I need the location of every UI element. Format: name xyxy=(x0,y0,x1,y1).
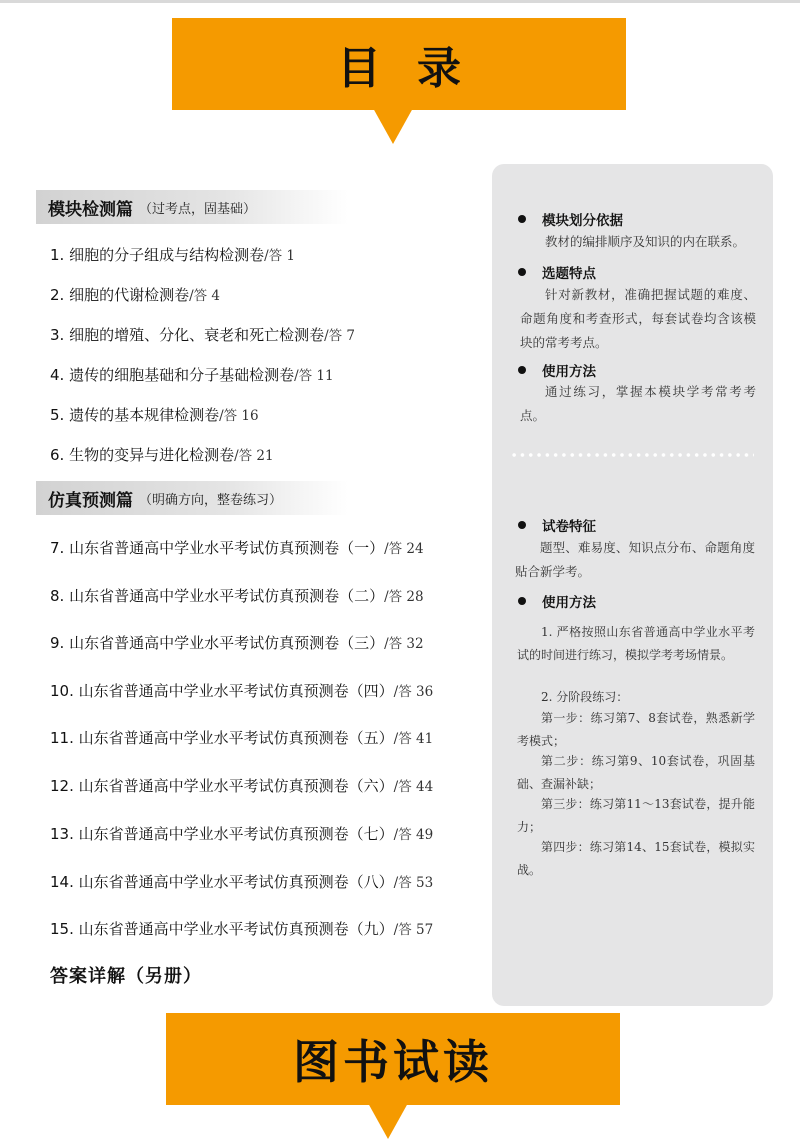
toc-item-label: 15. 山东省普通高中学业水平考试仿真预测卷（九） xyxy=(50,920,394,938)
panel-text-usage-2: 2. 分阶段练习： xyxy=(541,690,629,704)
panel-heading-label: 试卷特征 xyxy=(542,519,596,535)
toc-item-label: 1. 细胞的分子组成与结构检测卷 xyxy=(50,246,265,264)
toc-item-page: /答 28 xyxy=(384,589,424,605)
toc-item-label: 8. 山东省普通高中学业水平考试仿真预测卷（二） xyxy=(50,587,385,605)
toc-item-page: /答 49 xyxy=(393,827,434,843)
preview-banner xyxy=(166,1013,620,1105)
contents-title: 目录 xyxy=(337,43,497,94)
toc-item-8[interactable] xyxy=(50,585,424,606)
toc-item-page: /答 16 xyxy=(219,408,259,424)
toc-item-page: /答 44 xyxy=(393,779,434,795)
toc-item-9[interactable] xyxy=(50,632,424,653)
bullet-icon xyxy=(518,215,526,223)
toc-item-2[interactable] xyxy=(50,284,220,305)
toc-item-label: 11. 山东省普通高中学业水平考试仿真预测卷（五） xyxy=(50,729,394,747)
toc-item-1[interactable] xyxy=(50,244,295,265)
toc-item-12[interactable] xyxy=(50,775,433,796)
toc-item-label: 10. 山东省普通高中学业水平考试仿真预测卷（四） xyxy=(50,682,394,700)
toc-item-page: /答 36 xyxy=(393,684,434,700)
toc-item-7[interactable] xyxy=(50,537,424,558)
section-title: 仿真预测篇 xyxy=(48,490,133,511)
panel-text-feature: 针对新教材，准确把握试题的难度、命题角度和考查形式，每套试卷均含该模块的常考考点。 xyxy=(520,287,756,350)
panel-text-usage-1: 1. 严格按照山东省普通高中学业水平考试的时间进行练习，模拟学考考场情景。 xyxy=(517,625,755,662)
panel-text-usage-6: 第四步：练习第14、15套试卷，模拟实战。 xyxy=(517,840,755,877)
bullet-icon xyxy=(518,597,526,605)
section-heading-simulation xyxy=(36,481,348,515)
panel-text-usage-3: 第一步：练习第7、8套试卷，熟悉新学考模式； xyxy=(517,711,755,748)
toc-item-13[interactable] xyxy=(50,823,433,844)
toc-item-page: /答 32 xyxy=(384,636,424,652)
toc-item-page: /答 1 xyxy=(264,248,296,264)
toc-item-page: /答 53 xyxy=(393,875,434,891)
toc-item-4[interactable] xyxy=(50,364,334,385)
panel-text-usage-5: 第三步：练习第11～13套试卷，提升能力； xyxy=(517,797,755,834)
panel-heading-exam-usage xyxy=(518,591,596,611)
panel-heading-usage xyxy=(518,360,596,380)
toc-item-label: 14. 山东省普通高中学业水平考试仿真预测卷（八） xyxy=(50,873,394,891)
toc-item-label: 5. 遗传的基本规律检测卷 xyxy=(50,406,220,424)
toc-item-label: 13. 山东省普通高中学业水平考试仿真预测卷（七） xyxy=(50,825,394,843)
preview-title: 图书试读 xyxy=(293,1035,493,1089)
panel-heading-label: 使用方法 xyxy=(542,364,596,380)
section-title: 模块检测篇 xyxy=(48,199,133,220)
bullet-icon xyxy=(518,521,526,529)
toc-item-page: /答 11 xyxy=(294,368,334,384)
toc-item-page: /答 41 xyxy=(393,731,434,747)
section-subtitle: （明确方向，整卷练习） xyxy=(139,492,283,508)
section-heading-module xyxy=(36,190,348,224)
toc-item-5[interactable] xyxy=(50,404,259,425)
toc-item-3[interactable] xyxy=(50,324,355,345)
toc-item-label: 12. 山东省普通高中学业水平考试仿真预测卷（六） xyxy=(50,777,394,795)
bullet-icon xyxy=(518,366,526,374)
toc-item-15[interactable] xyxy=(50,918,433,939)
toc-item-11[interactable] xyxy=(50,727,433,748)
dotted-divider xyxy=(510,453,754,457)
panel-heading-label: 使用方法 xyxy=(542,595,596,611)
toc-item-page: /答 57 xyxy=(393,922,434,938)
toc-item-page: /答 21 xyxy=(234,448,274,464)
panel-heading-feature xyxy=(518,262,596,282)
toc-item-page: /答 7 xyxy=(324,328,356,344)
panel-heading-basis xyxy=(518,209,623,229)
panel-text-exam-feature: 题型、难易度、知识点分布、命题角度贴合新学考。 xyxy=(515,540,755,579)
panel-text-usage: 通过练习，掌握本模块学考常考考点。 xyxy=(520,384,756,423)
panel-text-usage-4: 第二步：练习第9、10套试卷，巩固基础、查漏补缺； xyxy=(517,754,755,791)
toc-item-label: 3. 细胞的增殖、分化、衰老和死亡检测卷 xyxy=(50,326,325,344)
toc-item-6[interactable] xyxy=(50,444,274,465)
toc-item-page: /答 4 xyxy=(189,288,221,304)
panel-heading-label: 模块划分依据 xyxy=(542,213,623,229)
toc-item-label: 4. 遗传的细胞基础和分子基础检测卷 xyxy=(50,366,295,384)
section-subtitle: （过考点，固基础） xyxy=(139,201,257,217)
toc-item-14[interactable] xyxy=(50,871,433,892)
top-rule xyxy=(0,0,800,3)
preview-banner-pointer xyxy=(368,1103,408,1139)
panel-heading-label: 选题特点 xyxy=(542,266,596,282)
answer-note: 答案详解（另册） xyxy=(50,966,202,987)
toc-item-10[interactable] xyxy=(50,680,433,701)
panel-text-basis: 教材的编排顺序及知识的内在联系。 xyxy=(545,234,746,249)
toc-item-label: 6. 生物的变异与进化检测卷 xyxy=(50,446,235,464)
toc-item-page: /答 24 xyxy=(384,541,424,557)
toc-item-label: 9. 山东省普通高中学业水平考试仿真预测卷（三） xyxy=(50,634,385,652)
contents-banner-pointer xyxy=(373,108,413,144)
toc-item-label: 7. 山东省普通高中学业水平考试仿真预测卷（一） xyxy=(50,539,385,557)
toc-item-label: 2. 细胞的代谢检测卷 xyxy=(50,286,190,304)
bullet-icon xyxy=(518,268,526,276)
panel-heading-exam-feature xyxy=(518,515,596,535)
contents-banner xyxy=(172,18,626,110)
